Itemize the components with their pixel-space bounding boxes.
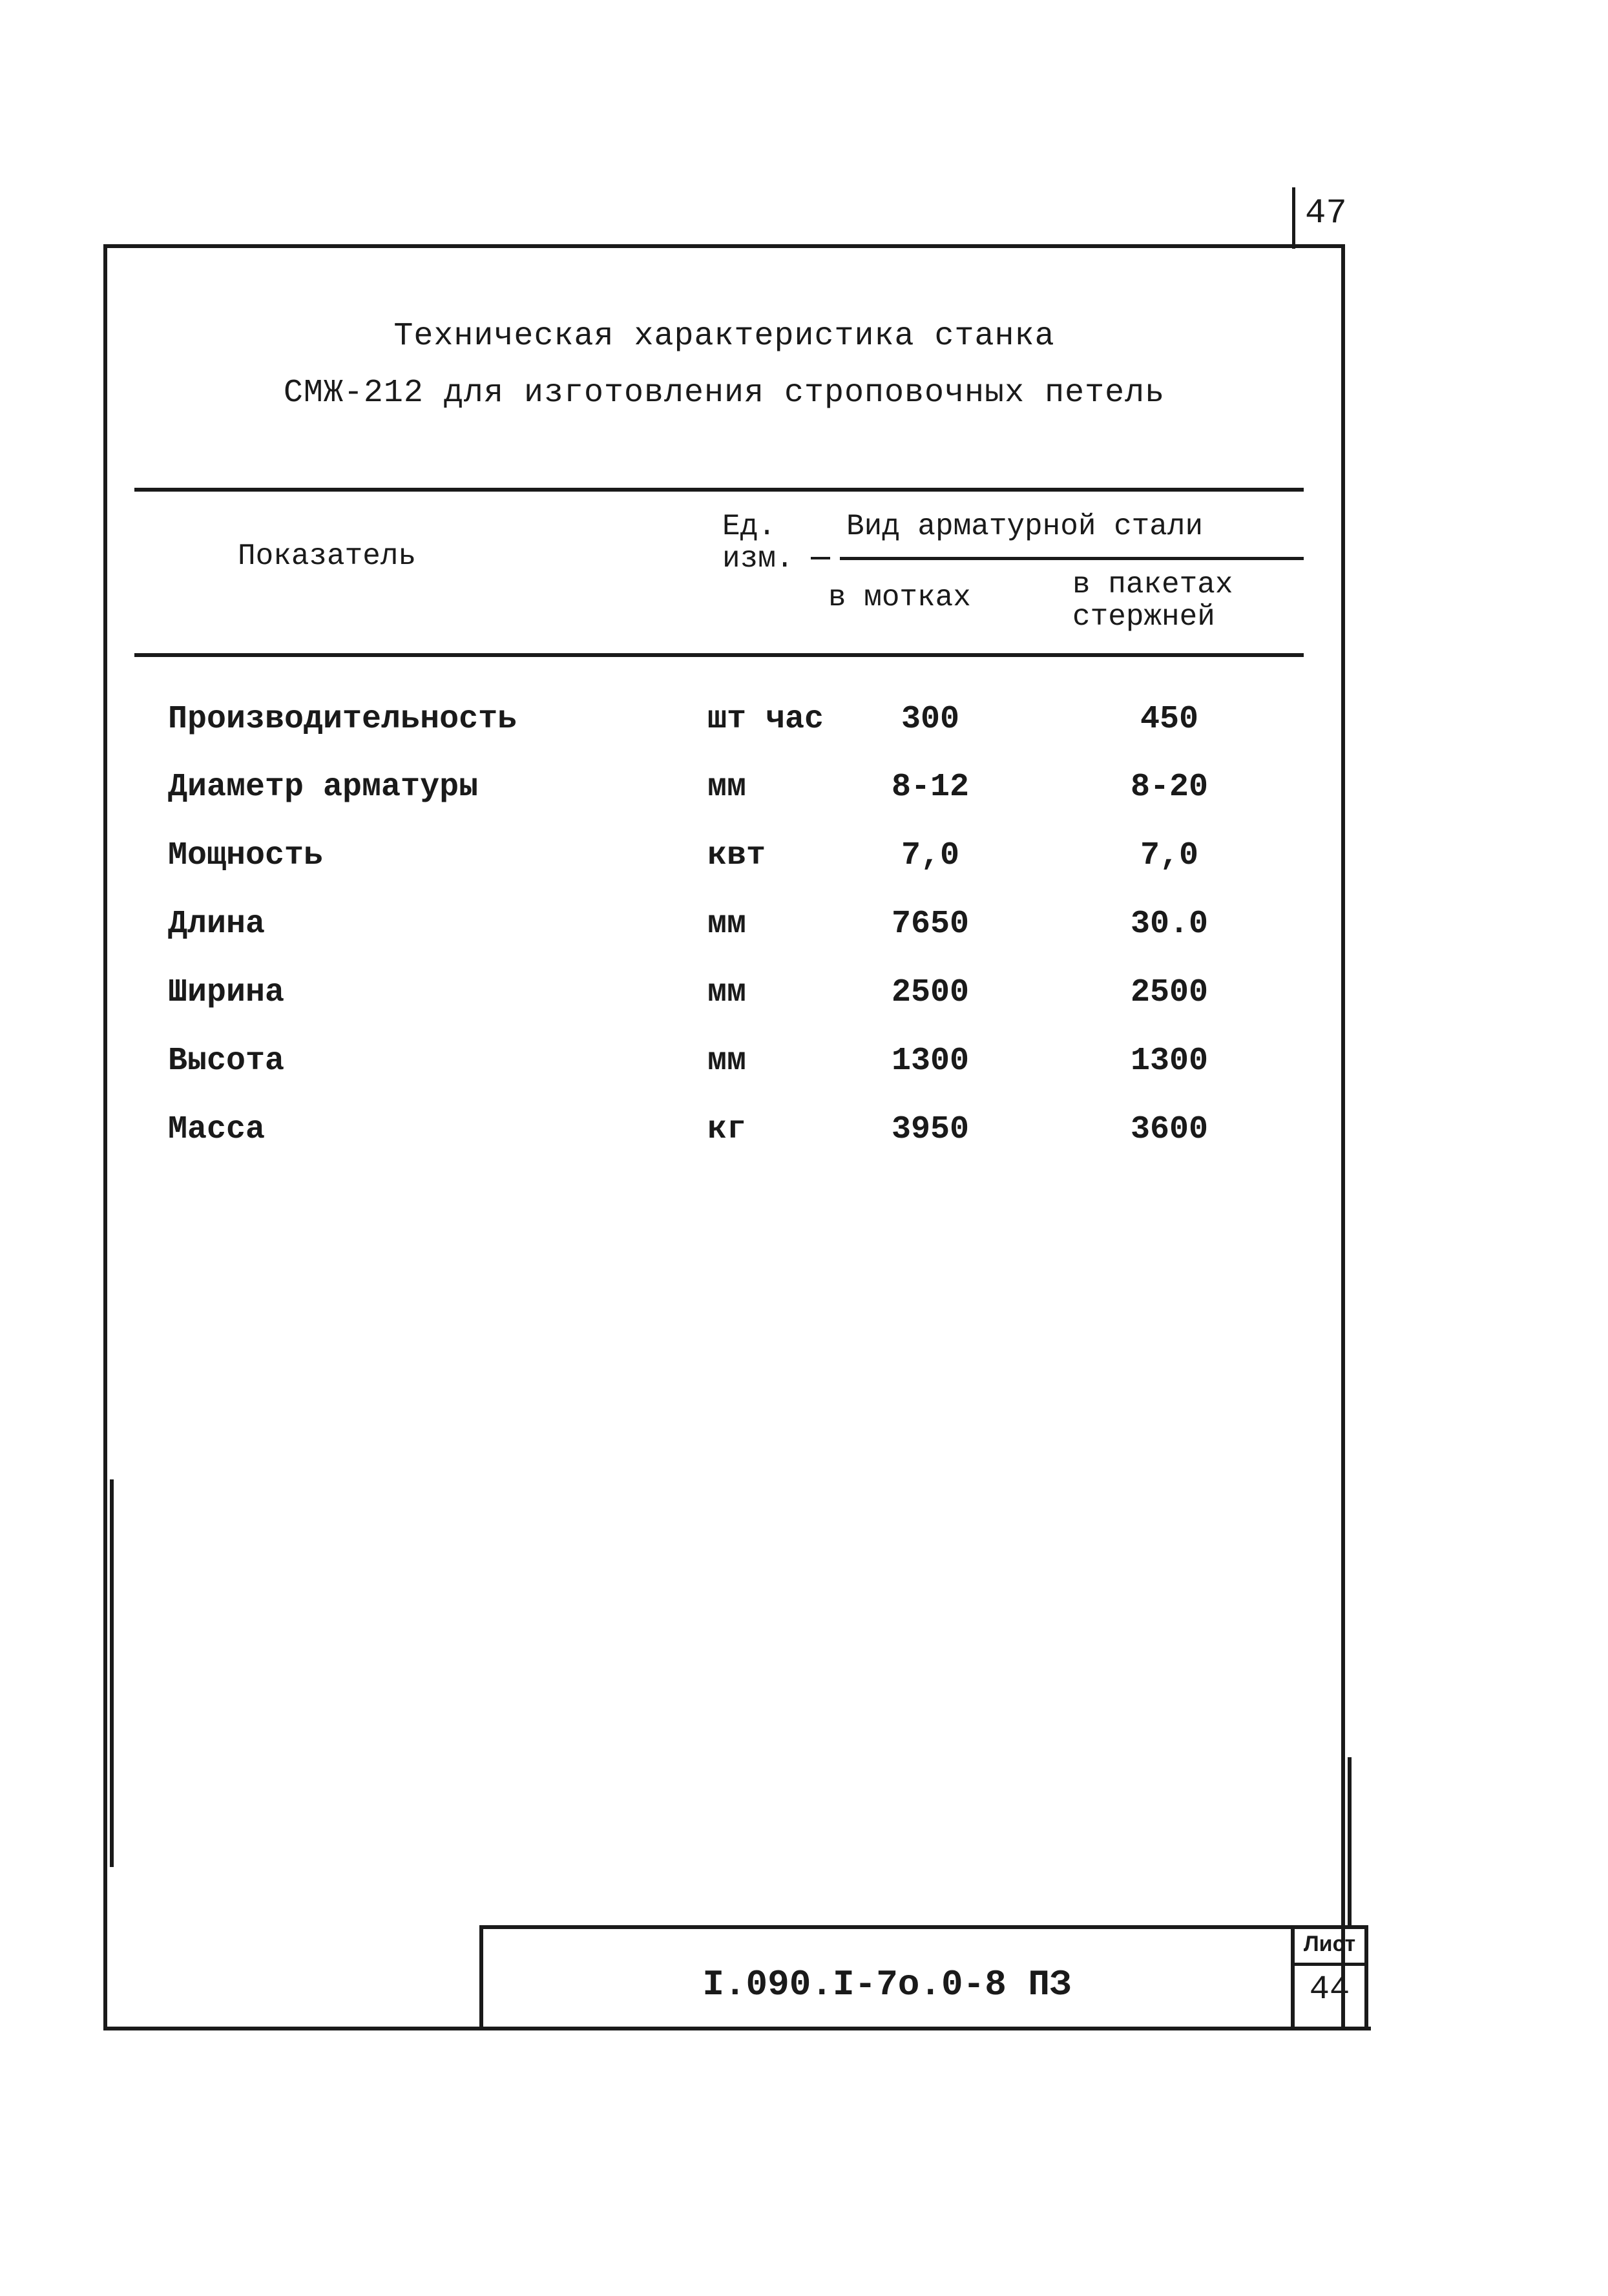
row-unit: шт час xyxy=(707,701,824,738)
corner-tick-mark xyxy=(1292,187,1295,249)
row-name: Мощность xyxy=(168,837,324,874)
frame-left-border xyxy=(103,244,107,2030)
row-unit: кг xyxy=(707,1111,747,1148)
row-name: Производительность xyxy=(168,701,517,738)
row-unit: мм xyxy=(707,1043,747,1080)
stamp-sheet-separator xyxy=(1295,1963,1367,1966)
table-row xyxy=(168,906,1318,964)
header-unit-line1: Ед. xyxy=(722,510,776,543)
table-row xyxy=(168,1043,1318,1101)
row-unit: квт xyxy=(707,837,766,874)
row-value-coils: 2500 xyxy=(891,974,970,1011)
header-steel-type: Вид арматурной стали xyxy=(846,510,1204,543)
sheet-number: 44 xyxy=(1309,1970,1350,2009)
header-col-bars xyxy=(1072,569,1233,633)
header-col-bars-line1: в пакетах xyxy=(1072,568,1233,601)
row-value-bars: 450 xyxy=(1140,701,1198,738)
table-row xyxy=(168,837,1318,895)
table-top-rule xyxy=(134,488,1304,492)
row-value-bars: 8-20 xyxy=(1130,769,1209,806)
stamp-right-border xyxy=(1364,1925,1368,2029)
row-value-bars: 2500 xyxy=(1130,974,1209,1011)
frame-right-border xyxy=(1341,244,1345,2030)
corner-page-number: 47 xyxy=(1305,194,1347,233)
row-name: Диаметр арматуры xyxy=(168,769,479,806)
frame-bottom-border xyxy=(103,2027,1371,2030)
table-row xyxy=(168,1111,1318,1169)
header-unit-line2: изм. xyxy=(722,542,794,576)
row-value-bars: 30.0 xyxy=(1130,906,1209,943)
table-row xyxy=(168,769,1318,827)
row-unit: мм xyxy=(707,769,747,806)
document-code: I.090.I-7o.0-8 ПЗ xyxy=(702,1964,1072,2005)
row-unit: мм xyxy=(707,974,747,1011)
sheet-label: Лист xyxy=(1303,1932,1356,1956)
row-value-bars: 7,0 xyxy=(1140,837,1198,874)
frame-top-border xyxy=(103,244,1345,248)
row-name: Высота xyxy=(168,1043,285,1080)
header-unit xyxy=(722,510,793,575)
row-value-coils: 300 xyxy=(901,701,959,738)
row-value-bars: 1300 xyxy=(1130,1043,1209,1080)
row-value-bars: 3600 xyxy=(1130,1111,1209,1148)
table-row xyxy=(168,701,1318,759)
table-row xyxy=(168,974,1318,1032)
row-name: Масса xyxy=(168,1111,266,1148)
document-title-line1: Техническая характеристика станка xyxy=(393,318,1055,355)
row-name: Длина xyxy=(168,906,266,943)
row-value-coils: 8-12 xyxy=(891,769,970,806)
table-header-rule xyxy=(134,653,1304,657)
header-parameter: Показатель xyxy=(238,539,417,573)
row-value-coils: 1300 xyxy=(891,1043,970,1080)
header-col-coils: в мотках xyxy=(828,581,971,614)
header-col-bars-line2: стержней xyxy=(1072,600,1215,634)
scan-mark xyxy=(1348,1757,1352,1925)
row-name: Ширина xyxy=(168,974,285,1011)
scan-mark xyxy=(110,1479,114,1867)
row-value-coils: 7,0 xyxy=(901,837,959,874)
header-group-rule xyxy=(840,557,1304,560)
row-value-coils: 7650 xyxy=(891,906,970,943)
document-title-line2: СМЖ-212 для изготовления строповочных петель xyxy=(283,375,1165,412)
header-unit-dash xyxy=(811,557,830,559)
row-unit: мм xyxy=(707,906,747,943)
row-value-coils: 3950 xyxy=(891,1111,970,1148)
